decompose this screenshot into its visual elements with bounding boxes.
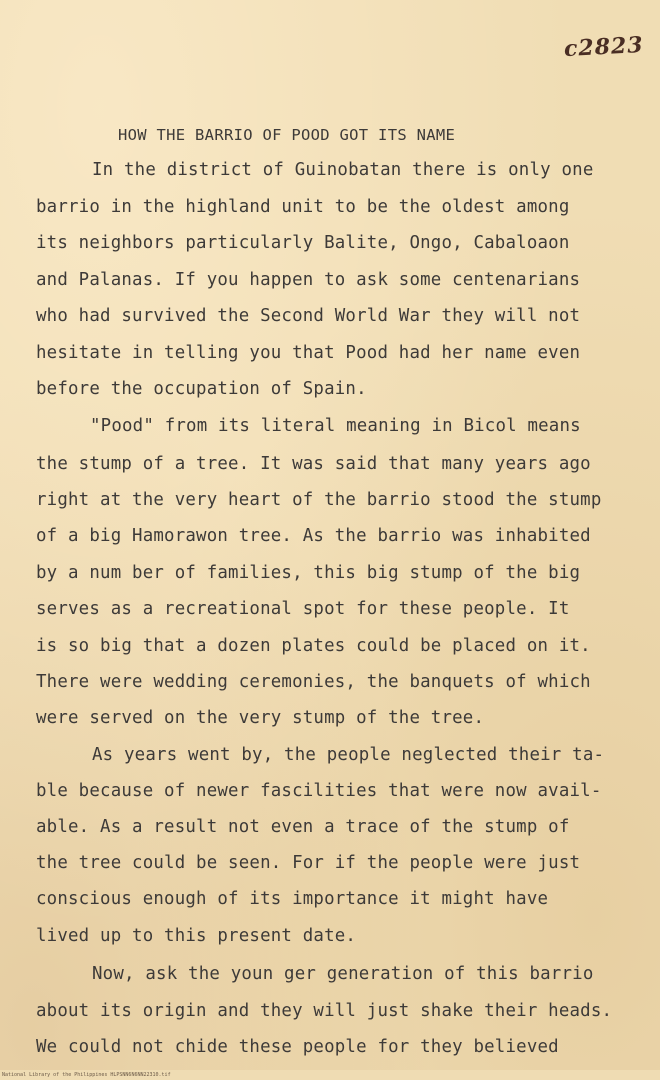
- text-line: Now, ask the youn ger generation of this barrio: [92, 964, 594, 984]
- text-line: "Pood" from its literal meaning in Bicol means: [90, 416, 581, 436]
- text-line: ble because of newer fascilities that were now avail-: [36, 781, 602, 801]
- text-line: by a num ber of families, this big stump of the big: [36, 563, 581, 583]
- text-line: In the district of Guinobatan there is only one: [92, 160, 594, 180]
- text-line: and Palanas. If you happen to ask some centenarians: [36, 270, 581, 290]
- text-line: conscious enough of its importance it might have: [36, 889, 549, 909]
- text-line: serves as a recreational spot for these people. It: [36, 599, 570, 619]
- text-line: the stump of a tree. It was said that many years ago: [36, 454, 591, 474]
- text-line: barrio in the highland unit to be the oldest among: [36, 197, 570, 217]
- text-line: hesitate in telling you that Pood had her name even: [36, 343, 581, 363]
- text-line: is so big that a dozen plates could be placed on it.: [36, 636, 591, 656]
- text-line: We could not chide these people for they believed: [36, 1037, 559, 1057]
- text-line: its neighbors particularly Balite, Ongo, Cabaloaon: [36, 233, 570, 253]
- text-line: able. As a result not even a trace of the stump of: [36, 817, 570, 837]
- text-line: As years went by, the people neglected their ta-: [92, 745, 605, 765]
- text-line: were served on the very stump of the tree.: [36, 708, 485, 728]
- text-line: about its origin and they will just shake their heads.: [36, 1001, 613, 1021]
- text-line: of a big Hamorawon tree. As the barrio was inhabited: [36, 526, 591, 546]
- scan-footer: National Library of the Philippines HLPSNN6N6NN22310.tif: [0, 1070, 660, 1080]
- text-line: lived up to this present date.: [36, 926, 357, 946]
- archive-number-stamp: c2823: [563, 31, 645, 63]
- text-line: There were wedding ceremonies, the banquets of which: [36, 672, 591, 692]
- text-line: before the occupation of Spain.: [36, 379, 367, 399]
- text-line: who had survived the Second World War they will not: [36, 306, 581, 326]
- text-line: the tree could be seen. For if the people were just: [36, 853, 581, 873]
- text-line: right at the very heart of the barrio stood the stump: [36, 490, 602, 510]
- page-title: HOW THE BARRIO OF POOD GOT ITS NAME: [118, 126, 456, 144]
